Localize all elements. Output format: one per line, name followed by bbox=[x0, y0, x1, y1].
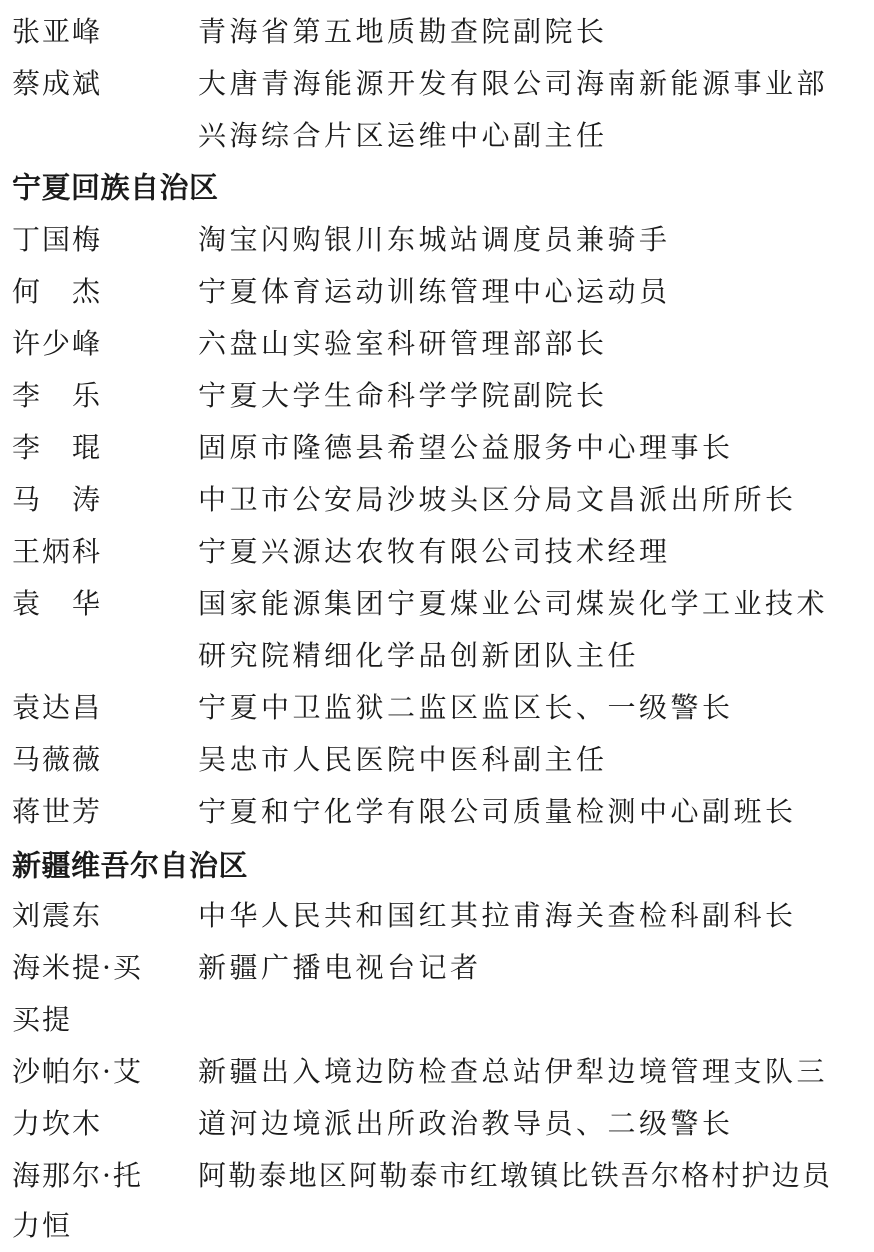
list-item bbox=[0, 786, 874, 838]
list-item bbox=[0, 318, 874, 370]
person-title: 固原市隆德县希望公益服务中心理事长 bbox=[198, 431, 734, 464]
person-name: 刘震东 bbox=[12, 899, 103, 932]
person-name: 马 涛 bbox=[12, 483, 103, 516]
list-item bbox=[0, 526, 874, 578]
person-title: 新疆广播电视台记者 bbox=[198, 951, 482, 984]
list-item-continuation bbox=[0, 1098, 874, 1150]
person-name: 何 杰 bbox=[12, 275, 103, 308]
person-name: 袁达昌 bbox=[12, 691, 103, 724]
list-item bbox=[0, 214, 874, 266]
person-title: 六盘山实验室科研管理部部长 bbox=[198, 327, 608, 360]
person-title: 宁夏体育运动训练管理中心运动员 bbox=[198, 275, 671, 308]
person-title: 中华人民共和国红其拉甫海关查检科副科长 bbox=[198, 899, 797, 932]
person-title: 青海省第五地质勘查院副院长 bbox=[198, 15, 608, 48]
section-heading bbox=[0, 840, 874, 892]
list-item bbox=[0, 370, 874, 422]
list-item-continuation bbox=[0, 994, 874, 1046]
list-item bbox=[0, 1046, 874, 1098]
list-item-continuation bbox=[0, 630, 874, 682]
list-item bbox=[0, 682, 874, 734]
list-item bbox=[0, 942, 874, 994]
person-title: 新疆出入境边防检查总站伊犁边境管理支队三 bbox=[198, 1055, 829, 1088]
list-item bbox=[0, 6, 874, 58]
list-item-continuation bbox=[0, 110, 874, 162]
person-name: 沙帕尔·艾 bbox=[12, 1055, 143, 1088]
person-name: 马薇薇 bbox=[12, 743, 103, 776]
person-name: 李 乐 bbox=[12, 379, 103, 412]
person-name-continuation: 力恒 bbox=[12, 1209, 73, 1242]
section-heading-text: 宁夏回族自治区 bbox=[12, 170, 219, 205]
list-item-continuation bbox=[0, 1200, 874, 1252]
person-title: 中卫市公安局沙坡头区分局文昌派出所所长 bbox=[198, 483, 797, 516]
person-name: 丁国梅 bbox=[12, 223, 103, 256]
person-title-continuation: 道河边境派出所政治教导员、二级警长 bbox=[198, 1107, 734, 1140]
list-item bbox=[0, 474, 874, 526]
list-item bbox=[0, 58, 874, 110]
list-item bbox=[0, 890, 874, 942]
person-title: 宁夏中卫监狱二监区监区长、一级警长 bbox=[198, 691, 734, 724]
list-item bbox=[0, 1150, 874, 1202]
person-name: 海那尔·托 bbox=[12, 1159, 143, 1192]
person-title: 宁夏兴源达农牧有限公司技术经理 bbox=[198, 535, 671, 568]
person-name: 蔡成斌 bbox=[12, 67, 103, 100]
person-title: 国家能源集团宁夏煤业公司煤炭化学工业技术 bbox=[198, 587, 829, 620]
list-item bbox=[0, 422, 874, 474]
person-title: 淘宝闪购银川东城站调度员兼骑手 bbox=[198, 223, 671, 256]
person-name-continuation: 买提 bbox=[12, 1003, 73, 1036]
person-name: 李 琨 bbox=[12, 431, 103, 464]
person-name: 海米提·买 bbox=[12, 951, 143, 984]
person-title: 吴忠市人民医院中医科副主任 bbox=[198, 743, 608, 776]
person-title-continuation: 研究院精细化学品创新团队主任 bbox=[198, 639, 640, 672]
list-item bbox=[0, 734, 874, 786]
person-name: 王炳科 bbox=[12, 535, 103, 568]
person-name: 张亚峰 bbox=[12, 15, 103, 48]
person-title: 阿勒泰地区阿勒泰市红墩镇比铁吾尔格村护边员 bbox=[198, 1159, 833, 1192]
person-title-continuation: 兴海综合片区运维中心副主任 bbox=[198, 119, 608, 152]
person-name: 许少峰 bbox=[12, 327, 103, 360]
list-item bbox=[0, 578, 874, 630]
section-heading-text: 新疆维吾尔自治区 bbox=[12, 848, 249, 883]
person-title: 宁夏和宁化学有限公司质量检测中心副班长 bbox=[198, 795, 797, 828]
person-title: 宁夏大学生命科学学院副院长 bbox=[198, 379, 608, 412]
person-name-continuation: 力坎木 bbox=[12, 1107, 103, 1140]
person-name: 蒋世芳 bbox=[12, 795, 103, 828]
person-name: 袁 华 bbox=[12, 587, 103, 620]
person-title: 大唐青海能源开发有限公司海南新能源事业部 bbox=[198, 67, 829, 100]
list-item bbox=[0, 266, 874, 318]
section-heading bbox=[0, 162, 874, 214]
